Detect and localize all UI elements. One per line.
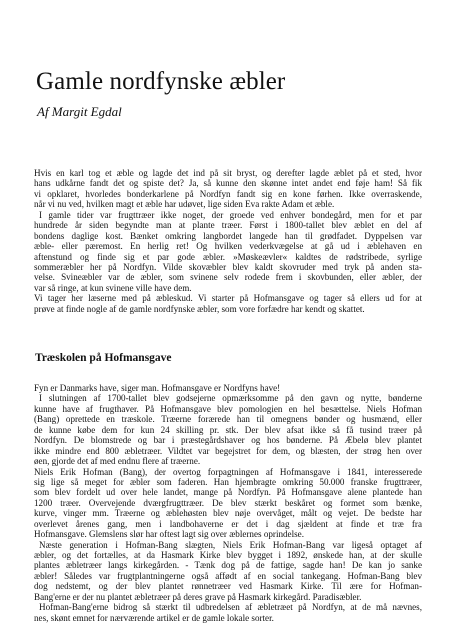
text-line: prøve at finde nogle af de gamle nordfynske æbler, som vore forfædre har kendt og skattet. xyxy=(34,303,365,314)
section-heading: Træskolen på Hofmansgave xyxy=(35,352,172,364)
text-line: vi opklaret, hvorledes bonderkarlene på Nordfyn fandt sig en kone førhen. Ikke overraskende, xyxy=(34,188,422,199)
text-line: sig lige så meget for æbler som faderen. Han hjembragte omkring 50.000 franske frugttræer, xyxy=(34,476,422,487)
text-line: øen, gjorde det af med endnu flere af træerne. xyxy=(34,456,201,467)
text-line: Hvis en karl tog et æble og lagde det ind på sit bryst, og derefter lagde æblet på et sted, hvor xyxy=(34,168,422,178)
text-line: bondens daglige kost. Bænket omkring langbordet langede han til grødfadet. Dyppelsen var xyxy=(34,230,422,241)
article-author: Af Margit Egdal xyxy=(37,104,122,119)
text-line: velse. Svineæbler var de æbler, som svinene selv rodede frem i skovbunden, eller æbler, der xyxy=(34,272,422,283)
text-line: 1200 træer. Overvejende dværgfrugttræer. De blev stærkt beskåret og formet som bænke, xyxy=(34,497,422,508)
text-line: dog nedstemt, og der blev plantet rønnetræer ved Hasmark Kirke. Til ære for Hofman- xyxy=(34,581,422,592)
text-line: plantes æbletræer langs kirkegården. - Tænk dog på de fattige, sagde han! De kan jo sanke xyxy=(34,560,422,571)
text-line: hans udkårne fandt det og spiste det? Ja, så kunne den skønne intet andet end føje ham! Så fik xyxy=(34,178,422,189)
intro-paragraphs xyxy=(34,168,422,314)
text-line: som blev fordelt ud over hele landet, mange på Nordfyn. På Hofmansgave alene plantede han xyxy=(34,487,422,498)
text-line: æbler! Således var frugtplantningerne også affødt af en social tankegang. Hofman-Bang blev xyxy=(34,570,422,581)
text-line: overlevet årenes gang, men i landbohaverne er det i dag sjældent at finde et træ fra xyxy=(34,518,422,529)
text-line: Vi tager her læserne med på æbleskud. Vi starter på Hofmansgave og tager så ellers ud for at xyxy=(34,293,422,304)
text-line: kurve, vinger mm. Træerne og æblehøsten blev nøje overvåget, målt og vejet. De bedste har xyxy=(34,508,422,519)
text-line: Hofman-Bang'erne bidrog så stærkt til udbredelsen af æbletræet på Nordfyn, at de må nævnes, xyxy=(39,602,422,613)
article-title: Gamle nordfynske æbler xyxy=(36,68,286,95)
text-line: I slutningen af 1700-tallet blev godsejerne opmærksomme på den gavn og nytte, bønderne xyxy=(39,393,422,404)
text-line: når vi nu ved, hvilken magt et æble har udøvet, lige siden Eva rakte Adam et æble. xyxy=(34,199,335,210)
text-line: Næste generation i Hofman-Bang slægten, Niels Erik Hofman-Bang var ligeså optaget af xyxy=(39,539,422,550)
text-line: I gamle tider var frugttræer ikke noget, der groede ved enhver bondegård, men for et par xyxy=(39,209,422,220)
text-line: hundrede år siden begyndte man at plante træer. Først i 1800-tallet blev æblet en del af xyxy=(34,220,422,231)
text-line: nes, skønt emnet for nærværende artikel er de gamle lokale sorter. xyxy=(34,612,274,623)
text-line: ikke mindre end 800 æbletræer. Vildtet var begejstret for dem, og blæsten, der strøg hen over xyxy=(34,445,422,456)
text-line: sommeræbler her på Nordfyn. Vilde skovæbler blev kaldt skovruder med tryk på anden sta- xyxy=(34,261,422,272)
text-line: de kunne købe dem for kun 24 skilling pr. stk. Der blev afsat ikke så få tusind træer på xyxy=(34,424,422,435)
text-line: Hofmansgave. Glemslens slør har oftest lagt sig over æblernes oprindelse. xyxy=(34,529,304,540)
text-line: (Bang) oprettede en træskole. Træerne forærede han til omegnens bønder og husmænd, eller xyxy=(34,414,422,425)
text-line: kunne have af frugthaver. På Hofmansgave blev pomologien en hel besættelse. Niels Hofman xyxy=(34,403,422,414)
text-line: var så ringe, at kun svinene ville have dem. xyxy=(34,282,192,293)
text-line: æbler, og det fortælles, at da Hasmark Kirke blev bygget i 1892, ønskede han, at der skulle xyxy=(34,550,422,560)
text-line: Nordfyn. De blomstrede og bar i præstegårdshaver og hos bønderne. På Æbelø blev plantet xyxy=(34,435,422,446)
text-line: æble- eller pæremost. En herlig ret! Og hvilken vederkvægelse at gå ud i æblehaven en xyxy=(34,241,422,252)
text-line: Fyn er Danmarks have, siger man. Hofmansgave er Nordfyns have! xyxy=(34,383,281,393)
text-line: aftenstund og finde sig et par gode æbler. »Møskeævler« kaldtes de rødstribede, syrlige xyxy=(34,251,422,262)
text-line: Bang'erne er der nu plantet æbletræer på deres grave på Hasmark kirkegård. Paradisæbler. xyxy=(34,591,362,602)
section-paragraphs xyxy=(34,383,422,623)
text-line: Niels Erik Hofman (Bang), der overtog forpagtningen af Hofmansgave i 1841, interesserede xyxy=(34,466,422,477)
